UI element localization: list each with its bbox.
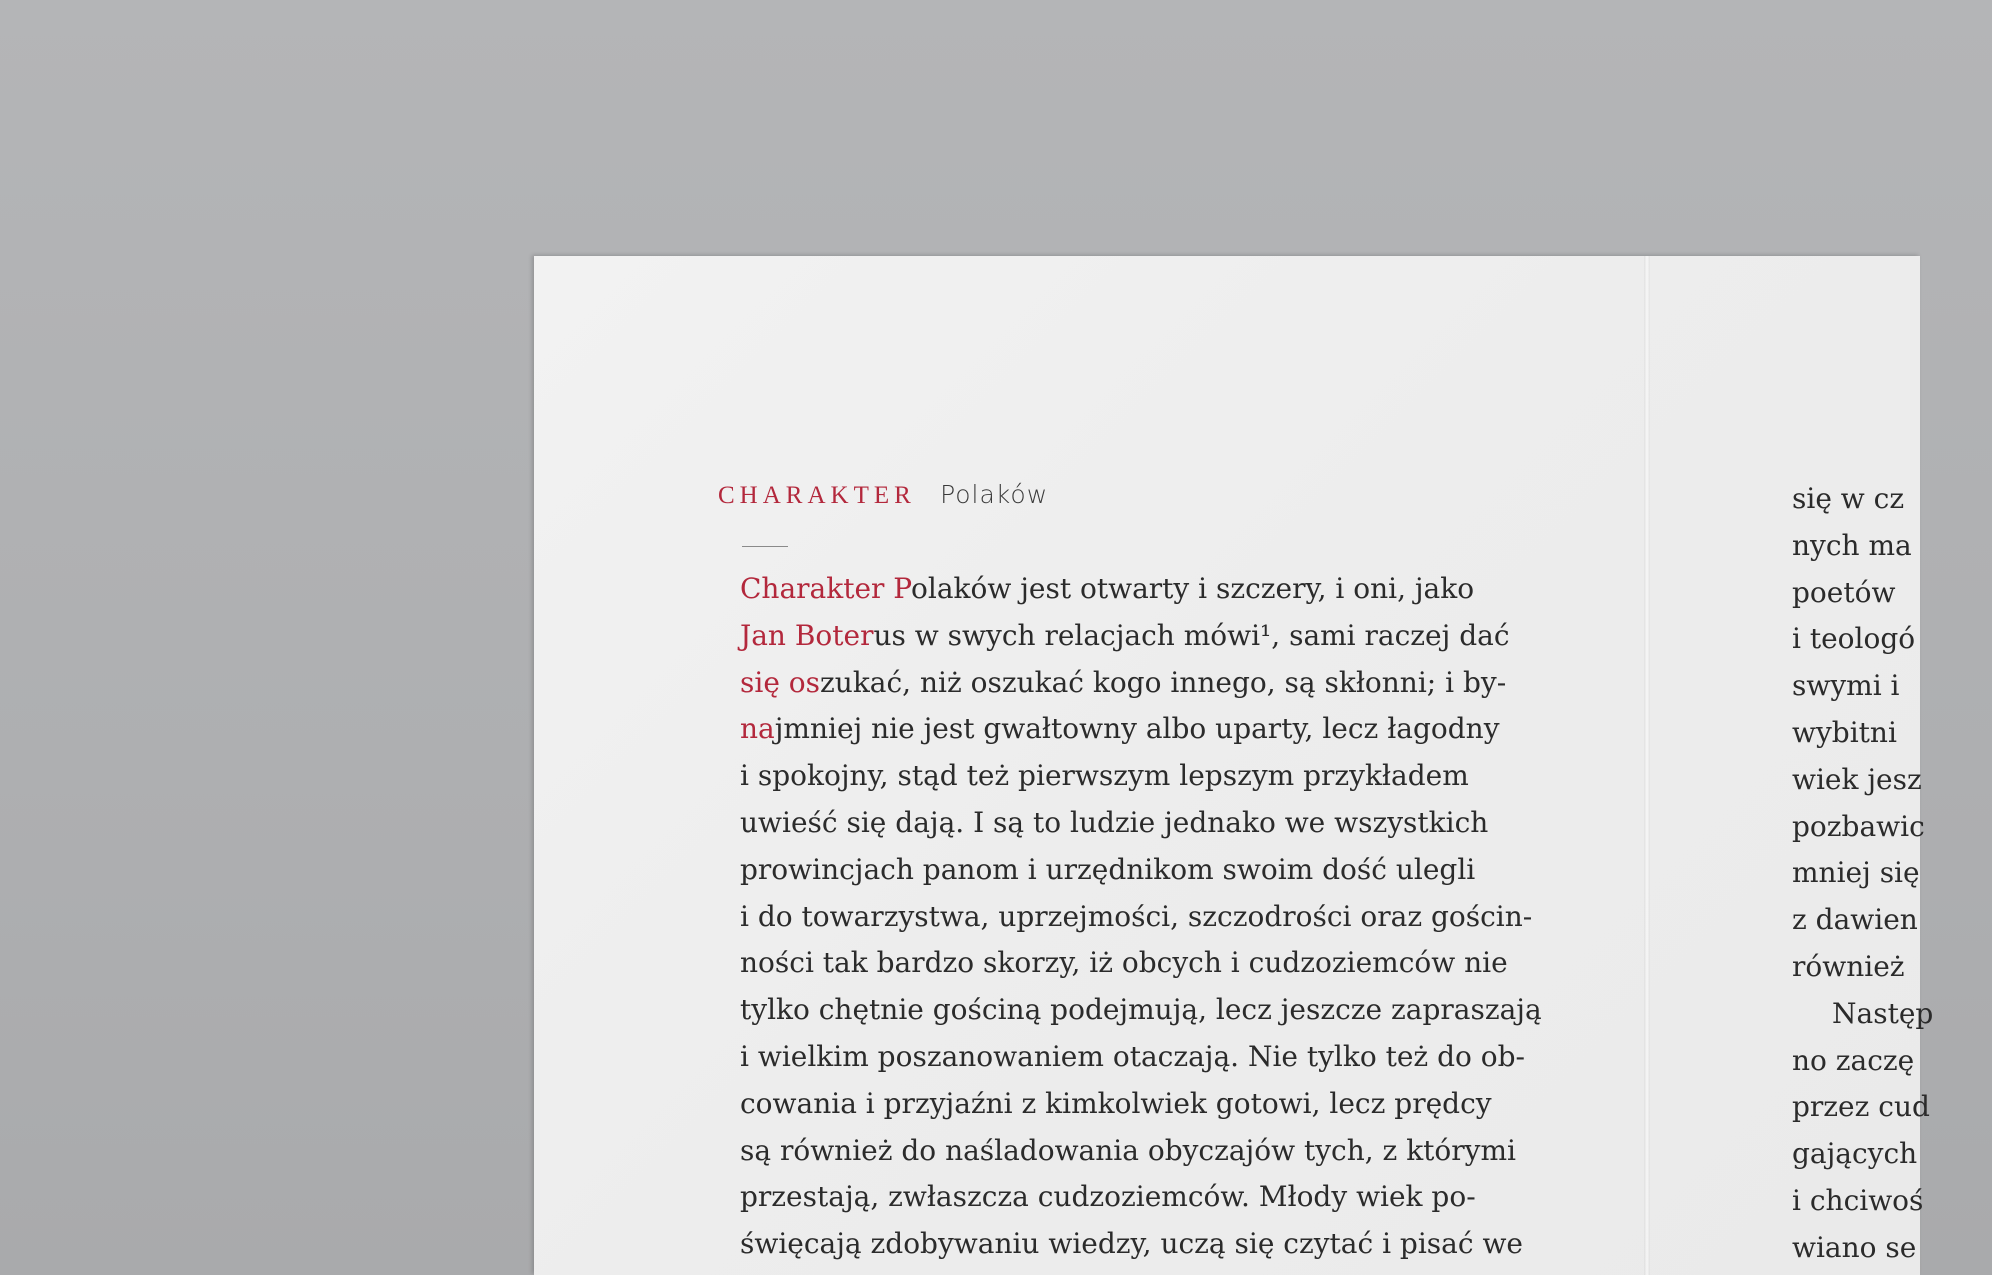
next-page-line: no zaczę	[1792, 1043, 1915, 1077]
paragraph-line	[740, 1128, 1520, 1175]
highlighted-text: Jan Boter	[740, 618, 874, 652]
line-text: us w swych relacjach mówi¹, sami raczej dać	[873, 618, 1510, 652]
next-page-line: nych ma	[1792, 528, 1912, 562]
heading-accent-word: CHARAKTER	[718, 482, 916, 509]
line-text: i wielkim poszanowaniem otaczają. Nie tylko też do ob-	[740, 1039, 1526, 1073]
next-page-line: wybitni	[1792, 715, 1897, 749]
next-page-line: i teologó	[1792, 622, 1916, 656]
line-text: i do towarzystwa, uprzejmości, szczodrości oraz gościn-	[740, 899, 1533, 933]
next-page-line: wiano se	[1792, 1230, 1917, 1264]
next-page-line: przez cud	[1792, 1090, 1930, 1124]
paragraph-line	[740, 1221, 1523, 1268]
highlighted-text: na	[740, 712, 775, 746]
section-heading	[718, 482, 1048, 508]
line-text: święcają zdobywaniu wiedzy, uczą się czytać i pisać we	[740, 1227, 1523, 1261]
paragraph-line	[740, 660, 1520, 707]
main-paragraph	[740, 566, 1542, 1268]
paragraph-line	[740, 940, 1520, 987]
next-page-line: wiek jesz	[1792, 762, 1922, 796]
highlighted-text: Charakter P	[740, 572, 912, 605]
next-page-line: również	[1792, 949, 1905, 983]
next-page-line: poetów	[1792, 575, 1896, 609]
line-text: prowincjach panom i urzędnikom swoim dość ulegli	[740, 852, 1476, 886]
paragraph-line	[740, 1081, 1520, 1128]
paragraph-line	[740, 847, 1520, 894]
next-page-line: swymi i	[1792, 669, 1900, 703]
line-text: przestają, zwłaszcza cudzoziemców. Młody wiek po-	[740, 1180, 1476, 1214]
paragraph-line	[740, 706, 1520, 753]
next-page-line: pozbawic	[1792, 809, 1925, 843]
paragraph-line	[740, 800, 1520, 847]
next-page-line: gających	[1792, 1137, 1918, 1171]
line-text: cowania i przyjaźni z kimkolwiek gotowi, lecz prędcy	[740, 1086, 1492, 1120]
next-page-line: się w cz	[1792, 482, 1905, 515]
paragraph-line	[740, 1174, 1520, 1221]
next-page-line: z dawien	[1792, 903, 1918, 937]
line-text: są również do naśladowania obyczajów tych, z którymi	[740, 1133, 1516, 1167]
next-page-line: mniej się	[1792, 856, 1920, 890]
line-text: ności tak bardzo skorzy, iż obcych i cudzoziemców nie	[740, 946, 1508, 980]
paragraph-line	[740, 894, 1533, 941]
line-text: jmniej nie jest gwałtowny albo uparty, lecz łagodny	[774, 712, 1500, 746]
next-page-line: Następ	[1832, 996, 1934, 1030]
next-page-line: i chciwoś	[1792, 1183, 1924, 1217]
paragraph-line	[740, 566, 1520, 613]
line-text: uwieść się dają. I są to ludzie jednako we wszystkich	[740, 805, 1489, 839]
line-text: i spokojny, stąd też pierwszym lepszym przykładem	[740, 759, 1469, 793]
line-text: olaków jest otwarty i szczery, i oni, jako	[911, 572, 1475, 605]
paragraph-line	[740, 753, 1520, 800]
paper-fold	[1644, 256, 1650, 1275]
highlighted-text: się os	[740, 665, 821, 699]
heading-rest-word: Polaków	[940, 480, 1049, 509]
paragraph-line	[740, 613, 1520, 660]
next-page-column	[1792, 476, 1992, 1272]
heading-rule	[742, 546, 788, 547]
line-text: tylko chętnie gościną podejmują, lecz jeszcze zapraszają	[740, 993, 1542, 1027]
paragraph-line	[740, 987, 1542, 1034]
paragraph-line	[740, 1034, 1526, 1081]
paper-sheet	[534, 256, 1934, 1275]
line-text: zukać, niż oszukać kogo innego, są skłonni; i by-	[820, 665, 1507, 699]
